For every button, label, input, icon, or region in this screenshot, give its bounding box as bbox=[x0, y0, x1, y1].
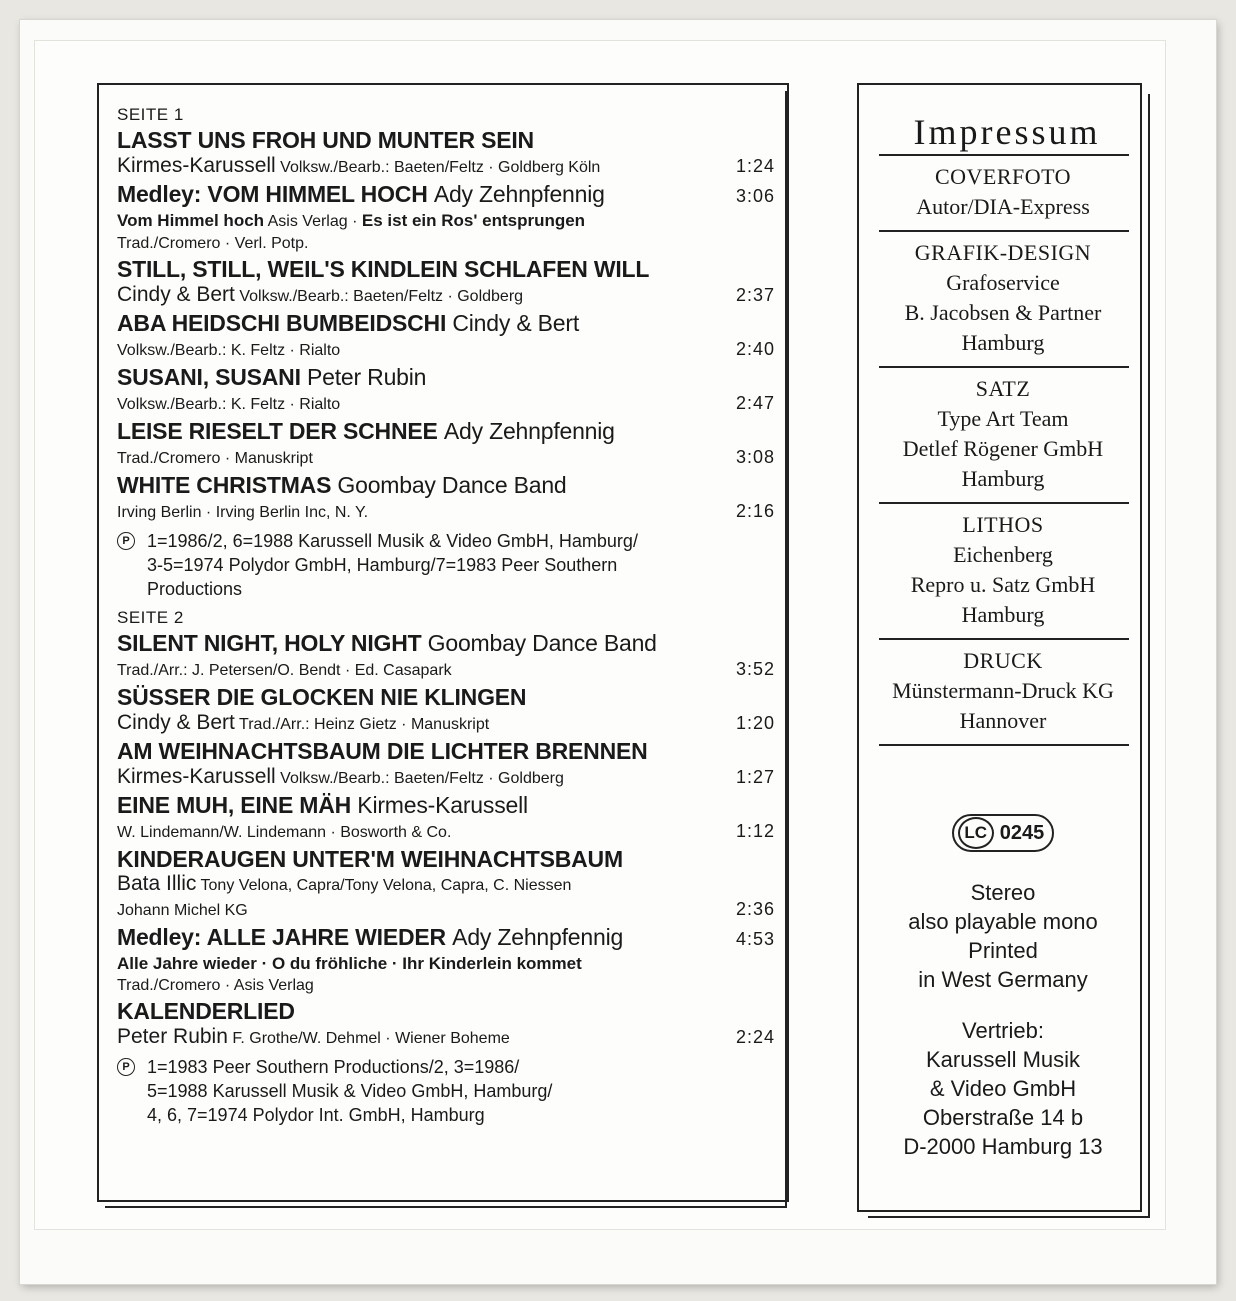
track-item bbox=[117, 180, 779, 255]
track-artist: Goombay Dance Band bbox=[427, 630, 657, 656]
track-credit: Volksw./Bearb.: Baeten/Feltz · Goldberg bbox=[239, 288, 524, 305]
copyright-line: 1=1986/2, 6=1988 Karussell Musik & Video GmbH, Hamburg/ bbox=[147, 531, 638, 551]
track-artist: Kirmes-Karussell bbox=[117, 154, 276, 177]
track-title: SUSANI, SUSANI bbox=[117, 364, 301, 390]
phonogram-copyright-icon: P bbox=[117, 1058, 135, 1076]
track-title: LEISE RIESELT DER SCHNEE bbox=[117, 418, 438, 444]
track-title: SÜSSER DIE GLOCKEN NIE KLINGEN bbox=[117, 684, 527, 710]
section-heading: DRUCK bbox=[963, 648, 1043, 673]
label-code-icon: LC bbox=[958, 817, 994, 849]
track-duration: 1:24 bbox=[735, 156, 775, 176]
track-credit: Trad./Cromero · Verl. Potp. bbox=[117, 235, 309, 252]
track-item bbox=[117, 737, 779, 791]
track-title: ABA HEIDSCHI BUMBEIDSCHI bbox=[117, 310, 447, 336]
section-line: Autor/DIA-Express bbox=[916, 194, 1090, 219]
impressum-title: Impressum bbox=[913, 112, 1101, 152]
copyright-line: 4, 6, 7=1974 Polydor Int. GmbH, Hamburg bbox=[147, 1105, 485, 1125]
track-title: EINE MUH, EINE MÄH bbox=[117, 792, 352, 818]
track-duration: 2:16 bbox=[735, 501, 775, 521]
track-credit: Volksw./Bearb.: K. Feltz · Rialto bbox=[117, 396, 341, 413]
impressum-section-druck bbox=[869, 640, 1137, 744]
track-artist: Bata Illic bbox=[117, 872, 197, 895]
track-credit: F. Grothe/W. Dehmel · Wiener Boheme bbox=[232, 1030, 510, 1047]
track-subtitle-2: Es ist ein Ros' entsprungen bbox=[361, 211, 586, 230]
track-credit: Irving Berlin · Irving Berlin Inc, N. Y. bbox=[117, 504, 369, 521]
section-line: Eichenberg bbox=[953, 542, 1053, 567]
copyright-line: 5=1988 Karussell Musik & Video GmbH, Hamburg/ bbox=[147, 1081, 553, 1101]
track-item bbox=[117, 363, 779, 417]
label-code: 0245 bbox=[999, 821, 1045, 844]
section-line: Type Art Team bbox=[937, 406, 1069, 431]
info-line: & Video GmbH bbox=[929, 1076, 1077, 1101]
track-item bbox=[117, 683, 779, 737]
copyright-notice-side-2 bbox=[117, 1055, 779, 1127]
track-subtitle: Alle Jahre wieder · O du fröhliche · Ihr Kinderlein kommet bbox=[117, 954, 582, 973]
track-duration: 2:40 bbox=[735, 339, 775, 359]
track-title: Medley: VOM HIMMEL HOCH bbox=[117, 181, 428, 207]
track-duration: 2:47 bbox=[735, 393, 775, 413]
track-title: KALENDERLIED bbox=[117, 998, 295, 1024]
phonogram-copyright-icon: P bbox=[117, 532, 135, 550]
track-duration: 4:53 bbox=[735, 929, 775, 949]
track-artist: Cindy & Bert bbox=[117, 711, 235, 734]
track-artist: Peter Rubin bbox=[117, 1025, 228, 1048]
track-credit: Tony Velona, Capra/Tony Velona, Capra, C. Niessen bbox=[200, 877, 572, 894]
track-credit: Volksw./Bearb.: Baeten/Feltz · Goldberg Köln bbox=[280, 159, 601, 176]
track-credit: Trad./Arr.: J. Petersen/O. Bendt · Ed. Casapark bbox=[117, 662, 452, 679]
track-title: AM WEIHNACHTSBAUM DIE LICHTER BRENNEN bbox=[117, 738, 648, 764]
track-credit: Trad./Cromero · Manuskript bbox=[117, 450, 313, 467]
info-line: Oberstraße 14 b bbox=[922, 1105, 1084, 1130]
track-artist: Ady Zehnpfennig bbox=[443, 418, 615, 444]
track-artist: Peter Rubin bbox=[307, 364, 427, 390]
impressum-section-coverfoto bbox=[869, 156, 1137, 230]
track-title: Medley: ALLE JAHRE WIEDER bbox=[117, 924, 446, 950]
track-item bbox=[117, 255, 779, 309]
track-title: SILENT NIGHT, HOLY NIGHT bbox=[117, 630, 422, 656]
track-title: STILL, STILL, WEIL'S KINDLEIN SCHLAFEN WILL bbox=[117, 256, 650, 282]
track-duration: 1:27 bbox=[735, 767, 775, 787]
info-line: D-2000 Hamburg 13 bbox=[903, 1134, 1103, 1159]
format-info bbox=[869, 878, 1137, 994]
copyright-line: 1=1983 Peer Southern Productions/2, 3=1986/ bbox=[147, 1057, 520, 1077]
section-line: Detlef Rögener GmbH bbox=[902, 436, 1104, 461]
section-line: Hamburg bbox=[961, 602, 1045, 627]
track-duration: 1:12 bbox=[735, 821, 775, 841]
track-item bbox=[117, 471, 779, 525]
info-line: Vertrieb: bbox=[962, 1018, 1044, 1043]
track-credit: Trad./Cromero · Asis Verlag bbox=[117, 977, 314, 994]
copyright-line: Productions bbox=[147, 579, 243, 599]
section-heading: LITHOS bbox=[962, 512, 1044, 537]
track-credit: Trad./Arr.: Heinz Gietz · Manuskript bbox=[239, 716, 490, 733]
track-duration: 3:06 bbox=[735, 186, 775, 206]
track-publisher: Asis Verlag · bbox=[267, 213, 358, 230]
track-item bbox=[117, 791, 779, 845]
impressum-section-satz bbox=[869, 368, 1137, 502]
track-credit: Volksw./Bearb.: Baeten/Feltz · Goldberg bbox=[280, 770, 564, 787]
track-item bbox=[117, 923, 779, 997]
track-duration: 2:37 bbox=[735, 285, 775, 305]
section-line: Hamburg bbox=[961, 466, 1045, 491]
info-line: Karussell Musik bbox=[925, 1047, 1081, 1072]
track-item bbox=[117, 629, 779, 683]
side-1-label: SEITE 1 bbox=[117, 105, 184, 124]
track-item bbox=[117, 417, 779, 471]
track-title: WHITE CHRISTMAS bbox=[117, 472, 332, 498]
track-item bbox=[117, 997, 779, 1051]
track-duration: 1:20 bbox=[735, 713, 775, 733]
divider bbox=[879, 744, 1129, 746]
section-line: Münstermann-Druck KG bbox=[892, 678, 1114, 703]
section-heading: COVERFOTO bbox=[934, 164, 1072, 189]
info-line: Stereo bbox=[970, 880, 1036, 905]
track-publisher: Johann Michel KG bbox=[117, 902, 248, 919]
section-heading: SATZ bbox=[975, 376, 1031, 401]
section-heading: GRAFIK-DESIGN bbox=[914, 240, 1092, 265]
track-item bbox=[117, 845, 779, 923]
track-artist: Ady Zehnpfennig bbox=[433, 181, 605, 207]
track-artist: Kirmes-Karussell bbox=[357, 792, 528, 818]
section-line: Repro u. Satz GmbH bbox=[910, 572, 1096, 597]
impressum-panel bbox=[869, 96, 1137, 1161]
info-line: Printed bbox=[968, 938, 1038, 963]
track-item bbox=[117, 309, 779, 363]
track-title: LASST UNS FROH UND MUNTER SEIN bbox=[117, 127, 534, 153]
info-line: also playable mono bbox=[908, 909, 1098, 934]
distribution-info bbox=[869, 1016, 1137, 1161]
track-credit: Volksw./Bearb.: K. Feltz · Rialto bbox=[117, 342, 341, 359]
track-duration: 3:52 bbox=[735, 659, 775, 679]
tracklist bbox=[117, 104, 779, 1131]
track-artist: Ady Zehnpfennig bbox=[452, 924, 624, 950]
section-line: Hamburg bbox=[961, 330, 1045, 355]
side-2-label: SEITE 2 bbox=[117, 608, 184, 627]
track-duration: 2:36 bbox=[735, 899, 775, 919]
track-duration: 3:08 bbox=[735, 447, 775, 467]
impressum-section-lithos bbox=[869, 504, 1137, 638]
copyright-line: 3-5=1974 Polydor GmbH, Hamburg/7=1983 Peer Southern bbox=[147, 555, 618, 575]
track-artist: Cindy & Bert bbox=[117, 283, 235, 306]
label-code-badge bbox=[952, 814, 1055, 852]
track-subtitle-1: Vom Himmel hoch bbox=[117, 211, 265, 230]
section-line: Grafoservice bbox=[946, 270, 1060, 295]
section-line: Hannover bbox=[959, 708, 1047, 733]
copyright-notice-side-1 bbox=[117, 529, 779, 601]
track-duration: 2:24 bbox=[735, 1027, 775, 1047]
track-artist: Goombay Dance Band bbox=[337, 472, 567, 498]
track-item bbox=[117, 126, 779, 180]
section-line: B. Jacobsen & Partner bbox=[904, 300, 1102, 325]
info-line: in West Germany bbox=[918, 967, 1088, 992]
track-title: KINDERAUGEN UNTER'M WEIHNACHTSBAUM bbox=[117, 846, 623, 872]
track-credit: W. Lindemann/W. Lindemann · Bosworth & Co. bbox=[117, 824, 452, 841]
impressum-section-grafik-design bbox=[869, 232, 1137, 366]
track-artist: Kirmes-Karussell bbox=[117, 765, 276, 788]
track-artist: Cindy & Bert bbox=[452, 310, 580, 336]
